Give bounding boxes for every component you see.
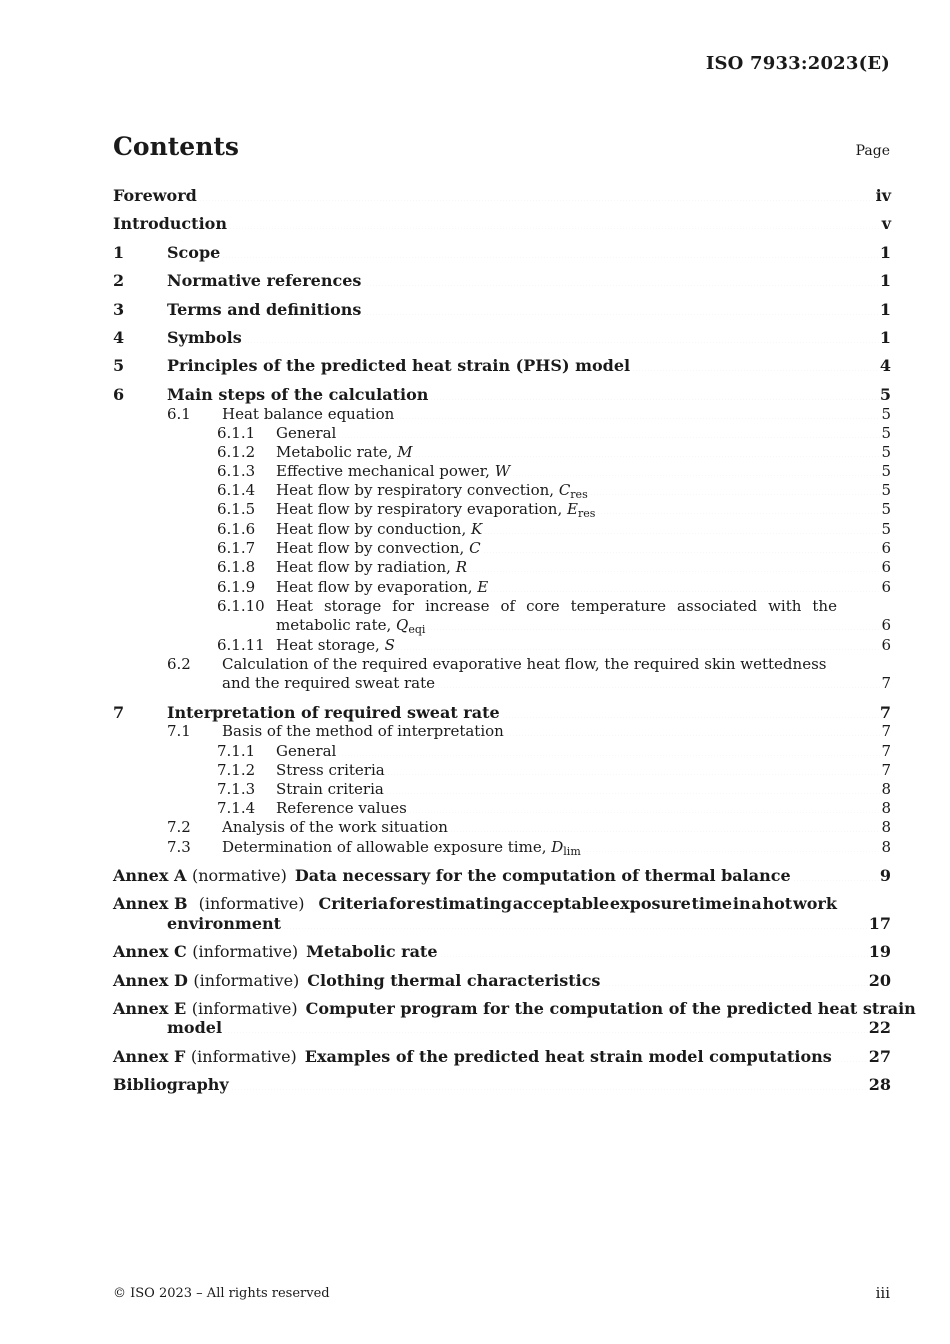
toc-entry-7-1-4[interactable]	[217, 799, 891, 818]
math-subscript: eqi	[408, 623, 426, 636]
toc-entry-6-1-5[interactable]	[217, 500, 891, 519]
toc-entry-page: 5	[881, 462, 891, 480]
math-symbol: D	[551, 838, 564, 856]
toc-entry-page: 20	[868, 971, 891, 990]
toc-entry-title	[276, 500, 595, 519]
title-word: storage	[323, 597, 382, 615]
toc-entry-6-1-4[interactable]	[217, 481, 891, 500]
math-symbol: K	[471, 520, 483, 538]
toc-entry-number: 6	[113, 385, 125, 404]
toc-entry-page: 5	[879, 385, 891, 404]
annex-id: Annex A	[113, 866, 187, 885]
toc-entry-page: 7	[881, 761, 891, 779]
dot-leader	[583, 851, 881, 852]
title-word: time	[691, 894, 733, 913]
toc-entry-7-1-2[interactable]	[217, 761, 891, 780]
dot-leader	[506, 735, 881, 736]
dot-leader	[834, 1061, 868, 1062]
toc-entry-line-1	[217, 597, 837, 616]
toc-entry-clause-4[interactable]	[113, 328, 891, 348]
toc-entry-title	[276, 539, 481, 558]
toc-entry-number: 6.1.9	[217, 578, 256, 596]
toc-entry-title	[276, 597, 837, 616]
dot-leader	[512, 475, 880, 476]
toc-entry-clause-2[interactable]	[113, 271, 891, 291]
toc-entry-number: 7.1.1	[217, 742, 256, 760]
dot-leader	[490, 591, 880, 592]
title-word: temperature	[570, 597, 667, 615]
title-word: the	[812, 597, 837, 615]
toc-entry-page: 7	[881, 674, 891, 692]
title-word: increase	[425, 597, 490, 615]
toc-entry-number: 5	[113, 356, 125, 375]
toc-entry-title: and the required sweat rate	[222, 674, 436, 692]
toc-entry-bibliography[interactable]	[113, 1075, 891, 1095]
dot-leader	[469, 571, 880, 572]
toc-entry-page: 7	[881, 742, 891, 760]
title-text: Heat flow by convection,	[276, 539, 470, 557]
toc-entry-number: 6.1.8	[217, 558, 256, 576]
title-word: Criteria	[318, 894, 389, 913]
toc-entry-title: Reference values	[276, 799, 407, 817]
toc-entry-page: 7	[879, 703, 891, 722]
toc-entry-title: model	[167, 1018, 223, 1037]
math-symbol: E	[477, 578, 489, 596]
math-symbol: R	[455, 558, 467, 576]
title-text: metabolic rate,	[276, 616, 397, 634]
dot-leader	[338, 755, 880, 756]
toc-entry-page: 22	[868, 1018, 891, 1037]
annex-kind: (informative)	[190, 1047, 297, 1066]
toc-entry-title: Calculation of the required evaporative heat flow, the required skin wettedness	[222, 655, 827, 673]
toc-entry-page: 5	[881, 520, 891, 538]
toc-entry-page: 8	[881, 799, 891, 817]
title-text: Heat flow by respiratory convection,	[276, 481, 559, 499]
dot-leader	[430, 399, 878, 400]
title-word: core	[526, 597, 560, 615]
toc-entry-7-1-3[interactable]	[217, 780, 891, 799]
toc-entry-number: 6.2	[167, 655, 191, 673]
toc-entry-clause-6[interactable]	[113, 385, 891, 405]
copyright-notice: © ISO 2023 – All rights reserved	[113, 1286, 330, 1301]
toc-entry-number: 7.1.3	[217, 780, 256, 798]
toc-entry-page: 5	[881, 405, 891, 423]
title-word: hot	[762, 894, 793, 913]
dot-leader	[231, 1089, 868, 1090]
math-symbol: Q	[396, 616, 409, 634]
title-text: Metabolic rate,	[276, 443, 398, 461]
toc-entry-number: 6.1.4	[217, 481, 256, 499]
toc-entry-6-1-2[interactable]	[217, 443, 891, 462]
math-subscript: lim	[563, 845, 581, 858]
page-column-label: Page	[855, 143, 890, 159]
title-word: in	[732, 894, 751, 913]
toc-entry-page: 17	[868, 914, 891, 933]
annex-id: Annex B	[113, 894, 188, 913]
toc-entry-title: Stress criteria	[276, 761, 385, 779]
toc-entry-title: Symbols	[167, 328, 242, 347]
toc-entry-page: 1	[879, 328, 891, 347]
dot-leader	[283, 928, 868, 929]
title-word: for	[392, 597, 415, 615]
toc-entry-title: Introduction	[113, 214, 227, 233]
toc-entry-number: 1	[113, 243, 125, 262]
toc-entry-title	[276, 616, 425, 635]
toc-entry-page: 27	[868, 1047, 891, 1066]
toc-entry-6-1-11[interactable]	[217, 636, 891, 655]
toc-entry-title: Examples of the predicted heat strain model computations	[304, 1047, 832, 1066]
toc-entry-6-1-1[interactable]	[217, 424, 891, 443]
toc-entry-number: 2	[113, 271, 125, 290]
toc-entry-number: 3	[113, 300, 125, 319]
toc-entry-number: 4	[113, 328, 125, 347]
toc-entry-title: Metabolic rate	[306, 942, 438, 961]
toc-entry-page: 1	[879, 300, 891, 319]
toc-entry-page: 1	[879, 271, 891, 290]
toc-entry-page: 19	[868, 942, 891, 961]
dot-leader	[590, 494, 881, 495]
dot-leader	[363, 314, 878, 315]
toc-entry-title: Main steps of the calculation	[167, 385, 429, 404]
toc-entry-number: 7.1	[167, 722, 191, 740]
toc-entry-annex-d[interactable]	[113, 971, 891, 991]
toc-entry-title: Basis of the method of interpretation	[222, 722, 504, 740]
dot-leader	[363, 285, 878, 286]
toc-entry-title: Bibliography	[113, 1075, 229, 1094]
toc-entry-7-1-1[interactable]	[217, 742, 891, 761]
toc-entry-title: Heat balance equation	[222, 405, 395, 423]
toc-entry-page: 5	[881, 500, 891, 518]
toc-entry-title	[276, 481, 588, 500]
dot-leader	[483, 552, 881, 553]
toc-entry-line-2	[276, 616, 891, 635]
toc-entry-annex-f[interactable]	[113, 1047, 891, 1067]
annex-kind: (informative)	[193, 971, 300, 990]
toc-entry-title: Normative references	[167, 271, 362, 290]
toc-entry-page: 6	[881, 578, 891, 596]
dot-leader	[502, 717, 879, 718]
toc-entry-6-1-9[interactable]	[217, 578, 891, 597]
page-number: iii	[875, 1284, 890, 1302]
toc-entry-number: 6.1.10	[217, 597, 265, 615]
math-symbol: C	[558, 481, 571, 499]
title-word: of	[500, 597, 516, 615]
toc-entry-title: Clothing thermal characteristics	[307, 971, 601, 990]
dot-leader	[229, 228, 881, 229]
toc-entry-number: 6.1.11	[217, 636, 265, 654]
toc-entry-line-2	[167, 914, 891, 934]
toc-entry-clause-7[interactable]	[113, 703, 891, 723]
toc-entry-clause-5[interactable]	[113, 356, 891, 376]
toc-entry-page: 6	[881, 558, 891, 576]
title-word: estimating	[415, 894, 512, 913]
toc-entry-number: 6.1.1	[217, 424, 256, 442]
title-word: exposure	[609, 894, 691, 913]
dot-leader	[793, 880, 879, 881]
dot-leader	[415, 456, 881, 457]
math-symbol: S	[384, 636, 395, 654]
toc-entry-title	[276, 462, 510, 481]
toc-entry-line-1	[167, 655, 891, 674]
toc-entry-title: Scope	[167, 243, 221, 262]
toc-entry-title	[276, 520, 482, 539]
toc-entry-title: environment	[167, 914, 282, 933]
math-symbol: M	[397, 443, 413, 461]
dot-leader	[437, 687, 880, 688]
toc-entry-number: 6.1.7	[217, 539, 256, 557]
toc-entry-number: 7.2	[167, 818, 191, 836]
toc-entry-title	[222, 838, 581, 857]
math-symbol: E	[567, 500, 578, 518]
toc-entry-title	[276, 636, 395, 655]
title-text: Effective mechanical power,	[276, 462, 495, 480]
annex-kind: (informative)	[198, 894, 305, 913]
dot-leader	[199, 200, 875, 201]
title-word: associated	[677, 597, 758, 615]
toc-entry-number: 6.1.3	[217, 462, 256, 480]
toc-entry-page: 6	[881, 636, 891, 654]
toc-entry-page: 4	[879, 356, 891, 375]
annex-id: Annex D	[113, 971, 188, 990]
annex-id: Annex F	[113, 1047, 186, 1066]
dot-leader	[338, 437, 880, 438]
contents-title: Contents	[113, 132, 240, 161]
toc-entry-number: 7	[113, 703, 125, 722]
toc-entry-line-2	[167, 1018, 891, 1038]
toc-entry-page: iv	[875, 186, 891, 205]
toc-entry-7-3[interactable]	[167, 838, 891, 857]
toc-entry-title	[276, 558, 467, 577]
dot-leader	[396, 418, 880, 419]
document-id: ISO 7933:2023(E)	[705, 53, 890, 74]
toc-entry-page: 8	[881, 838, 891, 856]
dot-leader	[387, 774, 881, 775]
title-text: Heat flow by radiation,	[276, 558, 456, 576]
dot-leader	[484, 533, 880, 534]
toc-entry-page: 8	[881, 818, 891, 836]
dot-leader	[222, 257, 879, 258]
toc-entry-6-1-8[interactable]	[217, 558, 891, 577]
toc-entry-page: 6	[881, 616, 891, 634]
toc-entry-line-2	[222, 674, 891, 693]
toc-entry-annex-a[interactable]	[113, 866, 891, 886]
toc-entry-clause-3[interactable]	[113, 300, 891, 320]
dot-leader	[450, 831, 881, 832]
toc-entry-title: General	[276, 742, 337, 760]
title-text: Heat flow by respiratory evaporation,	[276, 500, 568, 518]
toc-entry-page: 7	[881, 722, 891, 740]
toc-entry-title: Foreword	[113, 186, 197, 205]
toc-entry-page: 1	[879, 243, 891, 262]
title-text: Heat flow by conduction,	[276, 520, 471, 538]
annex-id: Annex C	[113, 942, 187, 961]
toc-entry-page: 28	[868, 1075, 891, 1094]
toc-entry-title: Strain criteria	[276, 780, 384, 798]
toc-entry-title: Computer program for the computation of the predicted heat strain	[305, 999, 916, 1018]
title-word: for	[388, 894, 415, 913]
dot-leader	[409, 812, 881, 813]
toc-entry-title: Terms and definitions	[167, 300, 362, 319]
toc-entry-number: 7.1.2	[217, 761, 256, 779]
toc-entry-clause-1[interactable]	[113, 243, 891, 263]
math-symbol: W	[494, 462, 511, 480]
toc-entry-line-1	[113, 999, 916, 1019]
toc-entry-title: Analysis of the work situation	[222, 818, 448, 836]
toc-entry-page: v	[881, 214, 891, 233]
toc-entry-title	[319, 894, 837, 914]
title-word: work	[792, 894, 837, 913]
title-word: a	[751, 894, 762, 913]
toc-entry-number: 7.1.4	[217, 799, 256, 817]
toc-entry-title: Principles of the predicted heat strain (PHS) model	[167, 356, 631, 375]
toc-entry-annex-c[interactable]	[113, 942, 891, 962]
dot-leader	[386, 793, 881, 794]
dot-leader	[244, 342, 879, 343]
title-word: Heat	[276, 597, 313, 615]
annex-kind: (informative)	[192, 942, 299, 961]
toc-entry-title: Interpretation of required sweat rate	[167, 703, 500, 722]
annex-id: Annex E	[113, 999, 187, 1018]
toc-entry-number: 7.3	[167, 838, 191, 856]
dot-leader	[632, 370, 879, 371]
toc-entry-page: 5	[881, 481, 891, 499]
math-symbol: C	[469, 539, 481, 557]
toc-entry-number: 6.1.5	[217, 500, 256, 518]
toc-entry-page: 9	[879, 866, 891, 885]
toc-entry-title: General	[276, 424, 337, 442]
toc-entry-page: 6	[881, 539, 891, 557]
dot-leader	[427, 629, 880, 630]
toc-entry-title	[276, 578, 488, 597]
toc-entry-title: Data necessary for the computation of thermal balance	[294, 866, 791, 885]
annex-kind: (informative)	[191, 999, 298, 1018]
toc-entry-number: 6.1	[167, 405, 191, 423]
toc-entry-page: 5	[881, 424, 891, 442]
toc-entry-introduction[interactable]	[113, 214, 891, 234]
math-subscript: res	[570, 488, 588, 501]
toc-entry-number: 6.1.6	[217, 520, 256, 538]
toc-entry-foreword[interactable]	[113, 186, 891, 206]
dot-leader	[224, 1032, 868, 1033]
title-text: Determination of allowable exposure time,	[222, 838, 552, 856]
math-subscript: res	[577, 507, 596, 520]
toc-entry-page: 5	[881, 443, 891, 461]
annex-kind: (normative)	[191, 866, 287, 885]
toc-entry-number: 6.1.2	[217, 443, 256, 461]
toc-entry-6-1-6[interactable]	[217, 520, 891, 539]
title-word: acceptable	[512, 894, 610, 913]
toc-entry-7-2[interactable]	[167, 818, 891, 837]
dot-leader	[397, 649, 881, 650]
title-text: Heat storage,	[276, 636, 385, 654]
toc-entry-6-1[interactable]	[167, 405, 891, 424]
toc-entry-6-1-3[interactable]	[217, 462, 891, 481]
dot-leader	[602, 985, 867, 986]
toc-entry-6-1-7[interactable]	[217, 539, 891, 558]
dot-leader	[440, 956, 868, 957]
title-text: Heat flow by evaporation,	[276, 578, 478, 596]
toc-entry-line-1	[113, 894, 837, 914]
dot-leader	[597, 513, 880, 514]
toc-entry-title	[276, 443, 413, 462]
toc-entry-7-1[interactable]	[167, 722, 891, 741]
title-word: with	[768, 597, 802, 615]
toc-entry-page: 8	[881, 780, 891, 798]
